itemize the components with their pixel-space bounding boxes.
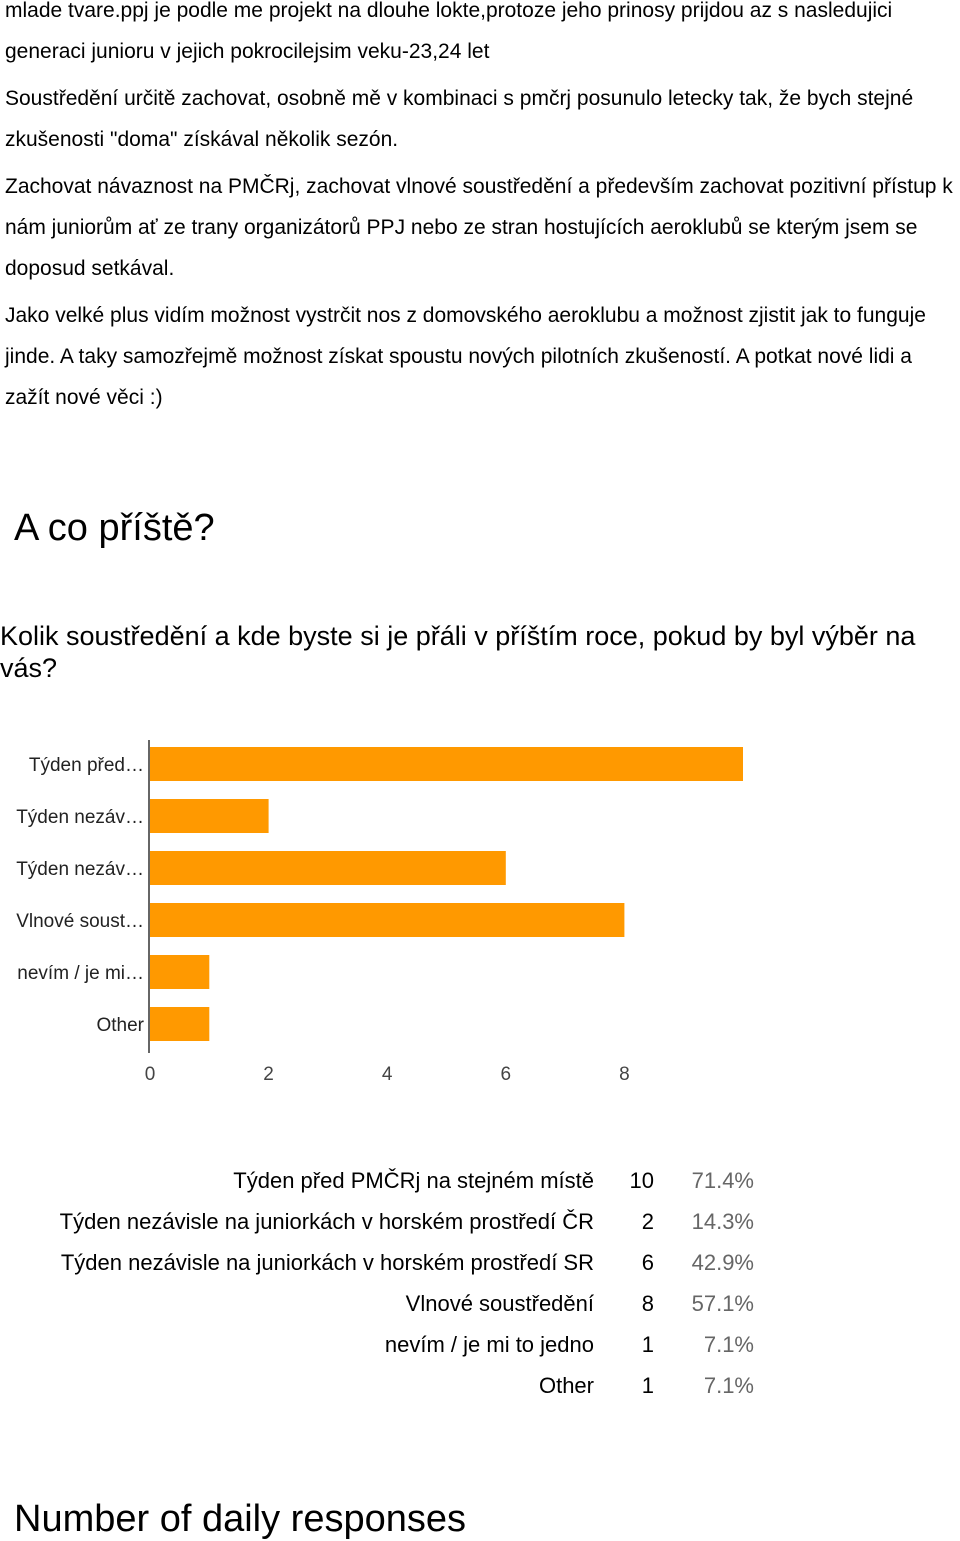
summary-label: Vlnové soustředění xyxy=(405,1290,594,1316)
summary-label: Týden nezávisle na juniorkách v horském prostředí ČR xyxy=(59,1208,594,1234)
response-paragraph: Zachovat návaznost na PMČRj, zachovat vlnové soustředění a především zachovat pozitivní přístup k nám juniorům ať ze trany organizátorů PPJ nebo ze stran hostujících aeroklubů se kterým jsem se doposud setkával. xyxy=(5,175,959,280)
bar xyxy=(150,747,743,781)
summary-label: Týden nezávisle na juniorkách v horském prostředí SR xyxy=(60,1249,594,1275)
next-section-title: Number of daily responses xyxy=(14,1498,466,1540)
section-title: A co příště? xyxy=(14,507,215,549)
response-paragraph: Soustředění určitě zachovat, osobně mě v kombinaci s pmčrj posunulo letecky tak, že bych stejné zkušenosti "doma" získával několik sezón. xyxy=(5,87,919,151)
summary-count: 6 xyxy=(641,1249,654,1275)
category-label: Vlnové soust… xyxy=(16,911,144,932)
x-tick-label: 6 xyxy=(500,1064,512,1085)
summary-percent: 7.1% xyxy=(703,1331,754,1357)
response-paragraph: mlade tvare.ppj je podle me projekt na dlouhe lokte,protoze jeho prinosy prijdou az s nasledujici generaci junioru v jejich pokrocilejsim veku-23,24 let xyxy=(5,0,899,63)
summary-row xyxy=(0,1160,754,1201)
x-tick-label: 8 xyxy=(619,1064,630,1085)
category-label: Other xyxy=(96,1015,144,1036)
summary-percent: 7.1% xyxy=(703,1372,754,1398)
summary-count: 1 xyxy=(641,1372,654,1398)
summary-row xyxy=(0,1324,754,1365)
category-label: Týden nezáv… xyxy=(16,807,144,828)
x-tick-label: 4 xyxy=(381,1064,393,1085)
summary-label: nevím / je mi to jedno xyxy=(384,1331,594,1357)
summary-row xyxy=(0,1365,754,1406)
summary-percent: 42.9% xyxy=(691,1249,754,1275)
x-tick-label: 0 xyxy=(144,1064,156,1085)
category-label: nevím / je mi… xyxy=(17,963,144,984)
summary-percent: 14.3% xyxy=(691,1208,754,1234)
summary-row xyxy=(0,1201,754,1242)
summary-count: 1 xyxy=(641,1331,654,1357)
summary-count: 2 xyxy=(641,1208,654,1234)
summary-label: Týden před PMČRj na stejném místě xyxy=(233,1167,594,1193)
summary-count: 10 xyxy=(629,1167,654,1193)
summary-count: 8 xyxy=(641,1290,654,1316)
summary-percent: 71.4% xyxy=(691,1167,754,1193)
x-tick-label: 2 xyxy=(263,1064,274,1085)
bar xyxy=(150,955,209,989)
bar-chart xyxy=(0,730,960,1100)
bar xyxy=(150,1007,209,1041)
question-title: Kolik soustředění a kde byste si je přáli v příštím roce, pokud by byl výběr na vás? xyxy=(0,621,916,683)
summary-label: Other xyxy=(538,1372,594,1398)
summary-table xyxy=(0,1160,754,1406)
bar xyxy=(150,903,624,937)
summary-percent: 57.1% xyxy=(691,1290,754,1316)
bar xyxy=(150,851,506,885)
response-paragraph: Jako velké plus vidím možnost vystrčit nos z domovského aeroklubu a možnost zjistit jak to funguje jinde. A taky samozřejmě možnost získat spoustu nových pilotních zkušeností. A potkat nové lidi a zažít nové věci :) xyxy=(5,304,932,409)
summary-row xyxy=(0,1283,754,1324)
summary-row xyxy=(0,1242,754,1283)
category-label: Týden před… xyxy=(28,755,144,776)
category-label: Týden nezáv… xyxy=(16,859,144,880)
bar xyxy=(150,799,269,833)
